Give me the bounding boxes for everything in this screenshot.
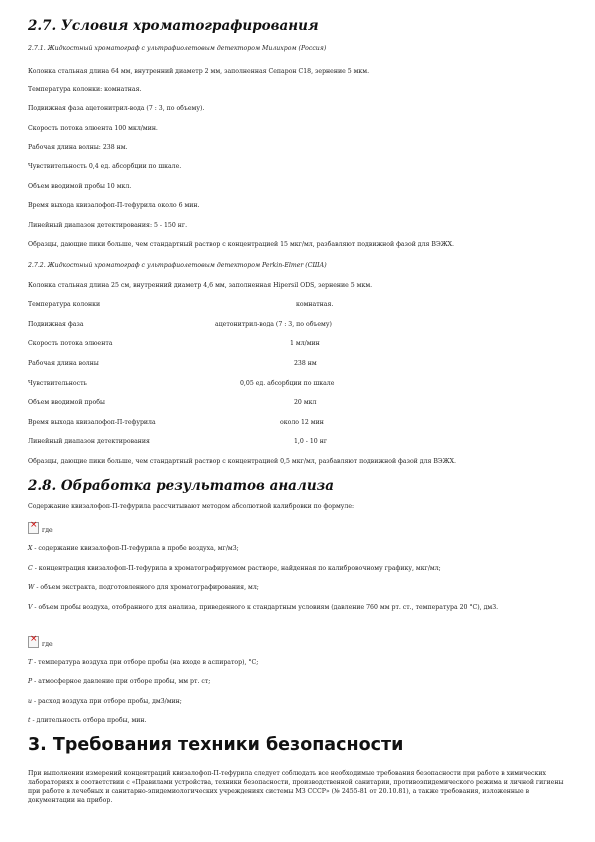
- paragraph-temperature: Температура колонки: комнатная.: [28, 86, 142, 93]
- paragraph-retention-time: Время выхода квизалофоп-П-тефурила около 6 мин.: [28, 202, 200, 209]
- paragraph-wavelength: Рабочая длина волны: 238 нм.: [28, 144, 128, 151]
- where-label: где: [41, 527, 53, 534]
- condition-value: 238 нм: [294, 360, 317, 367]
- definition-t: [28, 659, 258, 666]
- formula-line-2: [28, 636, 53, 648]
- variable-symbol: P: [28, 678, 33, 685]
- paragraph-dilution-note-2: Образцы, дающие пики больше, чем стандартный раствор с концентрацией 0,5 мкг/мл, разбавляют подвижной фазой для ВЭЖХ.: [28, 458, 456, 465]
- definition-x: [28, 545, 239, 552]
- condition-label: Чувствительность: [28, 380, 87, 387]
- condition-value: 1 мл/мин: [290, 340, 320, 347]
- paragraph-dilution-note: Образцы, дающие пики больше, чем стандартный раствор с концентрацией 15 мкг/мл, разбавляют подвижной фазой для ВЭЖХ.: [28, 241, 455, 248]
- condition-value: 1,0 - 10 нг: [294, 438, 328, 445]
- subsection-2-7-1-heading: 2.7.1. Жидкостный хроматограф с ультрафиолетовым детектором Милихром (Россия): [28, 45, 327, 52]
- subsection-2-7-2-heading: 2.7.2. Жидкостный хроматограф с ультрафиолетовым детектором Perkin-Elmer (США): [28, 262, 327, 269]
- paragraph-linear-range: Линейный диапазон детектирования: 5 - 150 нг.: [28, 222, 188, 229]
- condition-label: Рабочая длина волны: [28, 360, 99, 367]
- condition-value: комнатная.: [296, 301, 334, 308]
- variable-symbol: W: [28, 584, 35, 591]
- condition-label: Объем вводимой пробы: [28, 399, 105, 406]
- definition-u: [28, 698, 182, 705]
- paragraph-formula-intro: Содержание квизалофоп-П-тефурила рассчитывают методом абсолютной калибровки по формуле:: [28, 503, 355, 510]
- safety-paragraph: При выполнении измерений концентраций квизалофоп-П-тефурила следует соблюдать все необходимые требования безопасности при работе в химических лабораториях в соответствии с «Правилами устройства, техники безопасности, производственной санитарии, противоэпидемического режима и личной гигиены при работе в лечебных и санитарно-эпидемиологических учреждениях системы МЗ СССР» (№ 2455-81 от 20.10.81), а также требования, изложенные в документации на прибор.: [28, 770, 564, 804]
- broken-image-icon: [28, 636, 39, 648]
- section-3-heading: 3. Требования техники безопасности: [28, 735, 404, 755]
- where-label: где: [41, 641, 53, 648]
- variable-symbol: V: [28, 604, 33, 611]
- paragraph-column-2: Колонка стальная длина 25 см, внутренний диаметр 4,6 мм, заполненная Hipersil ODS, зернение 5 мкм.: [28, 282, 373, 289]
- formula-line-1: [28, 522, 53, 534]
- paragraph-flow-rate: Скорость потока элюента 100 мкл/мин.: [28, 125, 158, 132]
- variable-symbol: C: [28, 565, 33, 572]
- broken-image-icon: [28, 522, 39, 534]
- definition-c: [28, 565, 441, 572]
- definition-text: - длительность отбора пробы, мин.: [30, 717, 147, 724]
- definition-v: [28, 603, 573, 612]
- definition-p: [28, 678, 210, 685]
- definition-w: [28, 584, 259, 591]
- definition-text: - объем пробы воздуха, отобранного для анализа, приведенного к стандартным условиям (давление 760 мм рт. ст., температура 20 °С), дм3.: [32, 604, 499, 611]
- paragraph-sensitivity: Чувствительность 0,4 ед. абсорбции по шкале.: [28, 163, 182, 170]
- section-2-8-heading: 2.8. Обработка результатов анализа: [28, 478, 334, 494]
- condition-label: Скорость потока элюента: [28, 340, 113, 347]
- condition-value: около 12 мин: [280, 419, 324, 426]
- variable-symbol: X: [28, 545, 33, 552]
- variable-symbol: u: [28, 698, 32, 705]
- definition-text: - объем экстракта, подготовленного для хроматографирования, мл;: [34, 584, 259, 591]
- definition-t-duration: [28, 717, 146, 724]
- paragraph-mobile-phase: Подвижная фаза ацетонитрил-вода (7 : 3, по объему).: [28, 105, 205, 112]
- definition-text: - концентрация квизалофоп-П-тефурила в хроматографируемом растворе, найденная по калибровочному графику, мкг/мл;: [32, 565, 441, 572]
- definition-text: - атмосферное давление при отборе пробы, мм рт. ст;: [32, 678, 211, 685]
- paragraph-column: Колонка стальная длина 64 мм, внутренний диаметр 2 мм, заполненная Сепарон С18, зернение 5 мкм.: [28, 68, 370, 75]
- condition-label: Подвижная фаза: [28, 321, 84, 328]
- variable-symbol: t: [28, 717, 31, 724]
- condition-label: Время выхода квизалофоп-П-тефурила: [28, 419, 156, 426]
- definition-text: - расход воздуха при отборе пробы, дм3/мин;: [32, 698, 182, 705]
- condition-value: 0,05 ед. абсорбции по шкале: [240, 380, 335, 387]
- paragraph-sample-volume: Объем вводимой пробы 10 мкл.: [28, 183, 132, 190]
- condition-value: ацетонитрил-вода (7 : 3, по объему): [215, 321, 332, 328]
- condition-label: Линейный диапазон детектирования: [28, 438, 150, 445]
- definition-text: - содержание квизалофоп-П-тефурила в пробе воздуха, мг/м3;: [32, 545, 239, 552]
- definition-text: - температура воздуха при отборе пробы (на входе в аспиратор), °С;: [32, 659, 259, 666]
- condition-label: Температура колонки: [28, 301, 101, 308]
- section-2-7-heading: 2.7. Условия хроматографирования: [28, 18, 319, 34]
- condition-value: 20 мкл: [294, 399, 317, 406]
- variable-symbol: T: [28, 659, 33, 666]
